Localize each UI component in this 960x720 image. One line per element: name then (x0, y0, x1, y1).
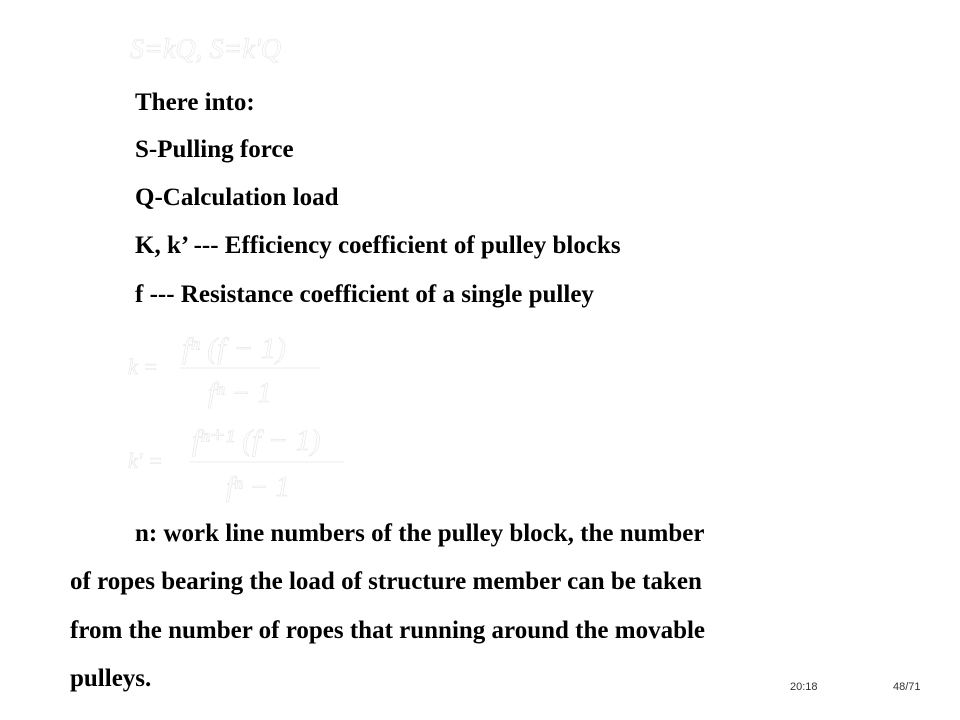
definition-s: S-Pulling force (135, 136, 294, 163)
formula-pulling-force (128, 28, 388, 68)
formula-k-prime (126, 420, 356, 504)
paragraph-line-4: pulleys. (70, 665, 152, 692)
paragraph-line-3: from the number of ropes that running around the movable (70, 617, 706, 644)
footer-page-number: 48/71 (893, 681, 921, 693)
paragraph-line-1: n: work line numbers of the pulley block, the number (135, 520, 705, 547)
formula-pulling-force-graphic (128, 28, 388, 68)
paragraph-line-2: of ropes bearing the load of structure member can be taken (70, 568, 702, 595)
definition-k: K, k’ --- Efficiency coefficient of pulley blocks (135, 232, 621, 259)
formula-k-prime-graphic (126, 420, 356, 504)
formula-k-graphic (126, 328, 326, 412)
formula-k-numerator: fⁿ (f − 1) (182, 332, 286, 365)
formula-k-lhs: k = (128, 354, 159, 379)
formula-k (126, 328, 326, 412)
definitions-intro: There into: (135, 89, 255, 116)
definition-f: f --- Resistance coefficient of a single pulley (135, 281, 594, 308)
formula-k-prime-lhs: k' = (128, 448, 163, 473)
formula-k-prime-denominator: fⁿ − 1 (226, 472, 290, 503)
footer-time: 20:18 (790, 681, 818, 693)
definition-q: Q-Calculation load (135, 184, 339, 211)
formula-k-prime-numerator: fⁿ⁺¹ (f − 1) (192, 424, 321, 457)
formula-pulling-force-text: S=kQ, S=k'Q (130, 34, 282, 65)
formula-k-denominator: fⁿ − 1 (208, 378, 272, 409)
